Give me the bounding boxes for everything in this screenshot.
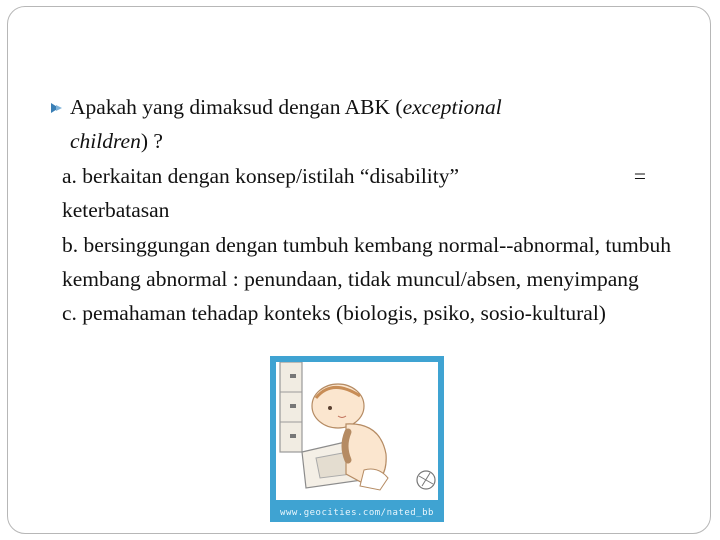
question-italic-term-2: children xyxy=(70,129,141,154)
illustration-caption: www.geocities.com/nated_bb xyxy=(280,508,434,518)
slide-content xyxy=(52,90,672,331)
point-a-continuation: keterbatasan xyxy=(62,198,170,223)
bullet-question xyxy=(52,90,672,159)
point-c: c. pemahaman tehadap konteks (biologis, psiko, sosio-kultural) xyxy=(62,301,606,326)
point-a-text: a. berkaitan dengan konsep/istilah “disability” xyxy=(62,163,460,188)
illustration-drawing xyxy=(276,362,438,500)
point-a-equals: = xyxy=(633,163,646,188)
question-text: Apakah yang dimaksud dengan ABK ( xyxy=(70,95,403,119)
point-b: b. bersinggungan dengan tumbuh kembang normal--abnormal, tumbuh kembang abnormal : penundaan, tidak muncul/absen, menyimpang xyxy=(62,232,672,291)
child-illustration xyxy=(270,356,444,522)
question-end: ) ? xyxy=(140,129,163,154)
small-arrow-bullet-icon xyxy=(50,102,64,114)
point-a xyxy=(52,159,672,228)
child-at-drawer-icon xyxy=(276,362,438,500)
question-italic-term: exceptional xyxy=(402,95,502,119)
